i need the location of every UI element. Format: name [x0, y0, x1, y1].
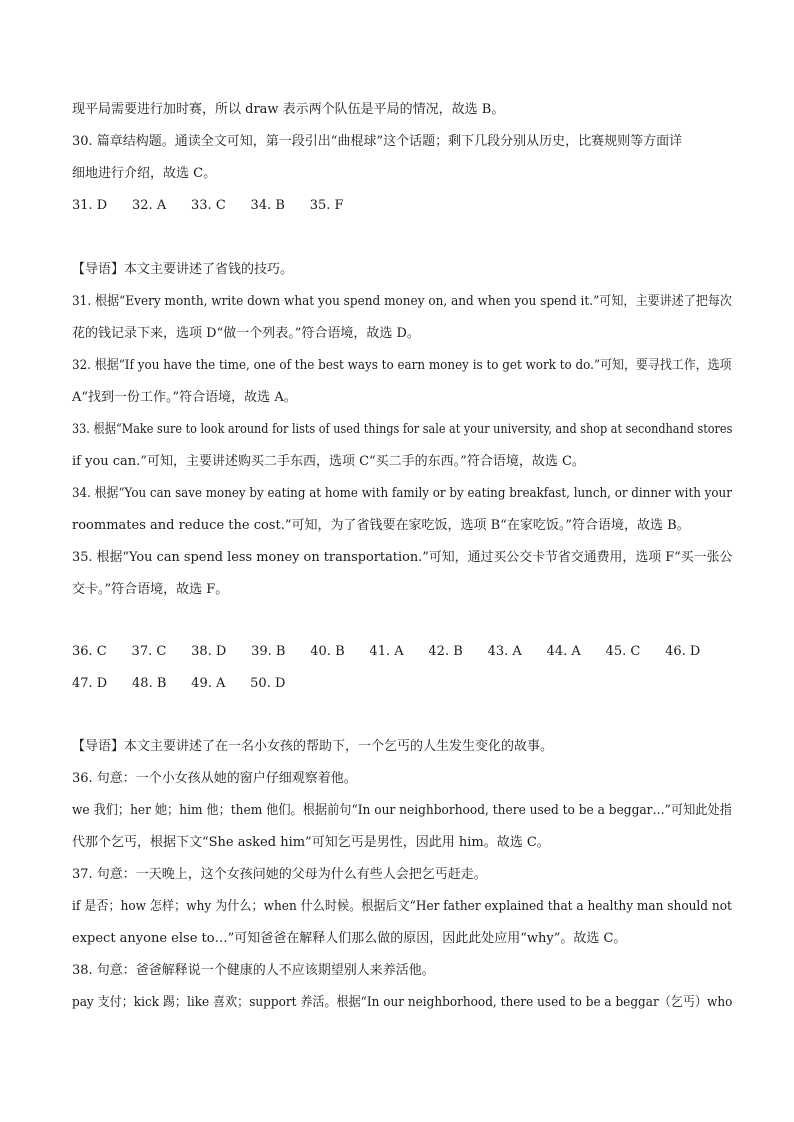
text-line: 34. 根据“You can save money by eating at home with family or by eating breakfast, lunch, or dinner with your — [72, 486, 732, 501]
intro-line: 【导语】本文主要讲述了省钱的技巧。 — [72, 262, 294, 277]
text-line: 32. 根据“If you have the time, one of the best ways to earn money is to get work to do.”可知，要寻找工作，选项 — [72, 358, 732, 373]
text-line: A“找到一份工作。”符合语境，故选 A。 — [72, 390, 297, 405]
text-line: if 是否；how 怎样；why 为什么；when 什么时候。根据后文“Her father explained that a healthy man should not — [72, 899, 732, 914]
text-line: 现平局需要进行加时赛，所以 draw 表示两个队伍是平局的情况，故选 B。 — [72, 102, 505, 117]
text-line: 31. 根据“Every month, write down what you spend money on, and when you spend it.”可知，主要讲述了把每次 — [72, 294, 733, 309]
text-line: 38. 句意：爸爸解释说一个健康的人不应该期望别人来养活他。 — [72, 963, 435, 978]
text-line: expect anyone else to…”可知爸爸在解释人们那么做的原因，因此此处应用“why”。故选 C。 — [72, 931, 627, 946]
text-line: 36. 句意：一个小女孩从她的窗户仔细观察着他。 — [72, 771, 357, 786]
answer-key-line: 47. D 48. B 49. A 50. D — [72, 676, 286, 691]
text-line: 交卡。”符合语境，故选 F。 — [72, 582, 229, 597]
text-line: pay 支付；kick 踢；like 喜欢；support 养活。根据“In our neighborhood, there used to be a beggar（乞丐）who — [72, 995, 733, 1010]
text-line: if you can.”可知，主要讲述购买二手东西，选项 C“买二手的东西。”符合语境，故选 C。 — [72, 454, 585, 469]
text-line: 30. 篇章结构题。通读全文可知，第一段引出“曲棍球”这个话题；剩下几段分别从历史，比赛规则等方面详 — [72, 134, 683, 149]
text-line: 花的钱记录下来，选项 D“做一个列表。”符合语境，故选 D。 — [72, 326, 420, 341]
text-line: 33. 根据“Make sure to look around for lists of used things for sale at your university, and shop at secondhand stores — [72, 422, 733, 437]
text-line: 细地进行介绍，故选 C。 — [72, 166, 217, 181]
text-line: roommates and reduce the cost.”可知，为了省钱要在家吃饭，选项 B“在家吃饭。”符合语境，故选 B。 — [72, 518, 690, 533]
text-line: 37. 句意：一天晚上，这个女孩问她的父母为什么有些人会把乞丐赶走。 — [72, 867, 487, 882]
intro-line: 【导语】本文主要讲述了在一名小女孩的帮助下，一个乞丐的人生发生变化的故事。 — [72, 739, 554, 754]
text-line: 35. 根据“You can spend less money on transportation.”可知，通过买公交卡节省交通费用，选项 F“买一张公 — [72, 550, 733, 565]
answer-key-line: 36. C 37. C 38. D 39. B 40. B 41. A 42. B 43. A 44. A 45. C 46. D — [72, 644, 701, 659]
text-line: we 我们；her 她；him 他；them 他们。根据前句“In our neighborhood, there used to be a beggar…”可知此处指 — [72, 803, 732, 818]
answer-key-line: 31. D 32. A 33. C 34. B 35. F — [72, 198, 344, 213]
text-line: 代那个乞丐，根据下文“She asked him”可知乞丐是男性，因此用 him。故选 C。 — [72, 835, 550, 850]
